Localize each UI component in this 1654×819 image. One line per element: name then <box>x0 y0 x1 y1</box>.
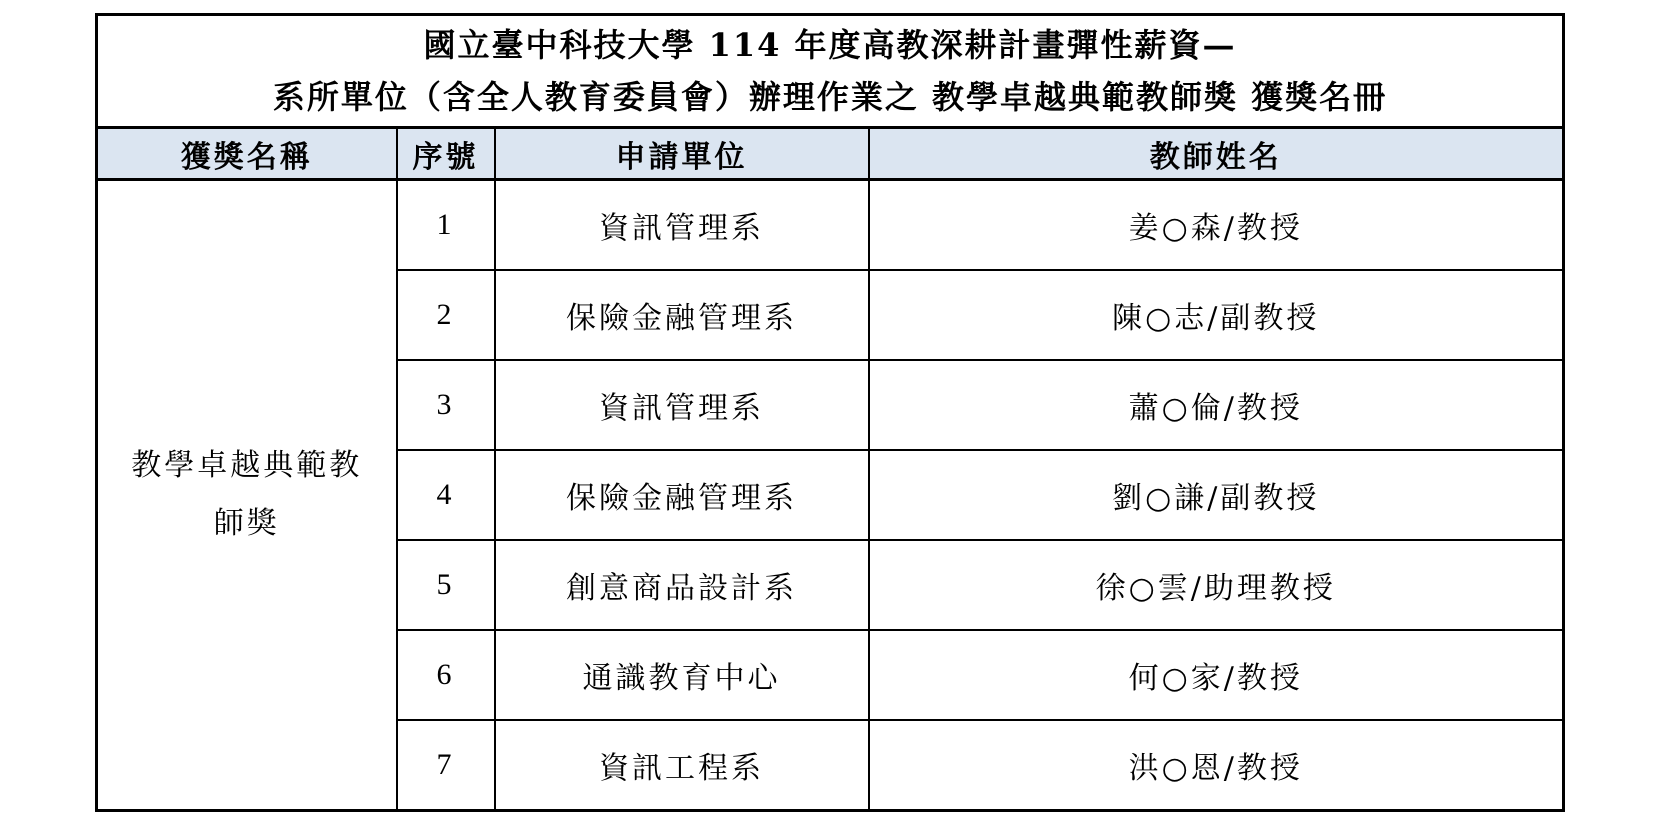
teacher-cell: 蕭○倫/教授 <box>869 360 1564 450</box>
seq-cell: 3 <box>397 360 495 450</box>
teacher-cell: 何○家/教授 <box>869 630 1564 720</box>
unit-cell: 資訊管理系 <box>495 180 869 271</box>
teacher-cell: 劉○謙/副教授 <box>869 450 1564 540</box>
unit-cell: 通識教育中心 <box>495 630 869 720</box>
table-header-row <box>97 128 1564 180</box>
award-roster-table <box>95 13 1565 812</box>
table-row <box>97 180 1564 271</box>
award-name-cell <box>97 180 397 811</box>
col-header-teacher: 教師姓名 <box>869 128 1564 180</box>
unit-cell: 保險金融管理系 <box>495 450 869 540</box>
award-name-text: 教學卓越典範教師獎 <box>131 448 363 541</box>
teacher-cell: 徐○雲/助理教授 <box>869 540 1564 630</box>
col-header-award-name: 獲獎名稱 <box>97 128 397 180</box>
seq-cell: 7 <box>397 720 495 811</box>
seq-cell: 1 <box>397 180 495 271</box>
teacher-cell: 姜○森/教授 <box>869 180 1564 271</box>
teacher-cell: 陳○志/副教授 <box>869 270 1564 360</box>
seq-cell: 2 <box>397 270 495 360</box>
document-title-cell <box>97 15 1564 128</box>
document-title-line1: 國立臺中科技大學 114 年度高教深耕計畫彈性薪資— <box>423 26 1237 64</box>
document-title-line2: 系所單位（含全人教育委員會）辦理作業之 教學卓越典範教師獎 獲獎名冊 <box>272 78 1388 116</box>
seq-cell: 6 <box>397 630 495 720</box>
unit-cell: 創意商品設計系 <box>495 540 869 630</box>
unit-cell: 保險金融管理系 <box>495 270 869 360</box>
seq-cell: 4 <box>397 450 495 540</box>
seq-cell: 5 <box>397 540 495 630</box>
unit-cell: 資訊工程系 <box>495 720 869 811</box>
teacher-cell: 洪○恩/教授 <box>869 720 1564 811</box>
col-header-seq: 序號 <box>397 128 495 180</box>
title-row <box>97 15 1564 128</box>
unit-cell: 資訊管理系 <box>495 360 869 450</box>
col-header-unit: 申請單位 <box>495 128 869 180</box>
